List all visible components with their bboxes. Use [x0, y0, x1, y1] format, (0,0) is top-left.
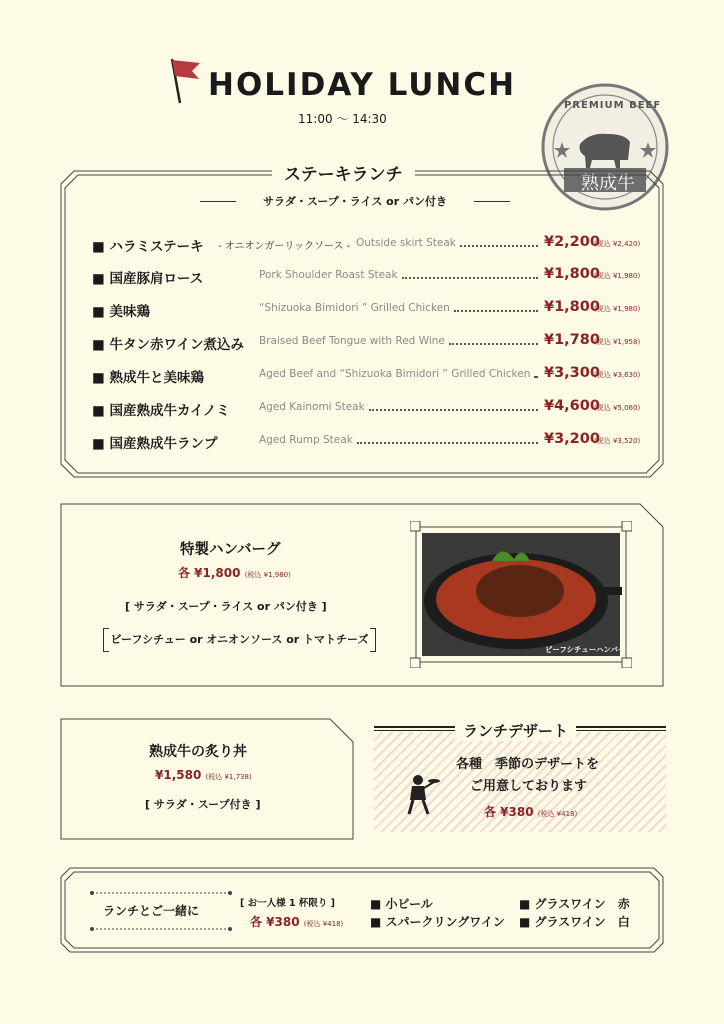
steak-item-english: Outside skirt Steak: [356, 237, 456, 249]
steak-item-tax: (税込 ¥1,958): [594, 338, 641, 346]
dessert-price-value: 各 ¥380: [484, 805, 534, 819]
steak-menu-row: [92, 366, 652, 386]
leader-dots: [449, 343, 538, 345]
steak-item-price: ¥3,200: [544, 431, 600, 447]
hamburg-title: 特製ハンバーグ: [180, 542, 281, 558]
steak-item-note: - オニオンガーリックソース -: [218, 241, 351, 252]
hamburg-photo-caption: ビーフシチューハンバーグ: [545, 645, 633, 654]
waiter-icon: [404, 772, 440, 816]
steak-item-price: ¥1,780: [544, 332, 600, 348]
leader-dots: [460, 245, 538, 247]
hamburg-price: [178, 564, 291, 581]
drink-label: ランチとご一緒に: [103, 904, 200, 918]
drink-price-value: 各 ¥380: [250, 915, 300, 929]
steak-item-english: Pork Shoulder Roast Steak: [259, 269, 398, 281]
steak-item-english: Aged Rump Steak: [259, 434, 353, 446]
steak-item-name: ■ ハラミステーキ: [92, 239, 204, 255]
steak-item-name: ■ 牛タン赤ワイン煮込み: [92, 337, 245, 353]
steak-menu-row: [92, 235, 652, 255]
steak-subtitle-text: サラダ・スープ・ライス or パン付き: [263, 195, 447, 208]
steak-menu-row: [92, 399, 652, 419]
hamburg-price-value: 各 ¥1,800: [178, 566, 241, 580]
steak-item-english: “Shizuoka Bimidori ” Grilled Chicken: [259, 302, 450, 314]
hamburg-tax: (税込 ¥1,980): [244, 571, 291, 579]
leader-dots: [534, 376, 538, 378]
steak-menu-row: [92, 432, 652, 452]
drink-price: [250, 913, 343, 930]
page-title: HOLIDAY LUNCH: [208, 67, 517, 103]
aburi-title: 熟成牛の炙り丼: [149, 744, 247, 760]
dessert-line2: ご用意しております: [470, 779, 588, 794]
steak-menu-row: [92, 333, 652, 353]
hamburg-sauce-options: [103, 628, 376, 652]
lunch-hours: 11:00 〜 14:30: [298, 112, 387, 126]
steak-item-english: Aged Kainomi Steak: [259, 401, 365, 413]
flag-icon: [166, 55, 204, 107]
steak-item-name: ■ 美味鶏: [92, 304, 150, 320]
steak-menu-row: [92, 300, 652, 320]
drink-item: ■ 小ビール: [370, 897, 433, 911]
steak-item-tax: (税込 ¥3,520): [594, 437, 641, 445]
steak-item-price: ¥2,200: [544, 234, 600, 250]
aburi-tax: (税込 ¥1,738): [205, 773, 252, 781]
aburi-price-value: ¥1,580: [155, 768, 202, 782]
leader-dots: [454, 310, 538, 312]
steak-item-price: ¥1,800: [544, 266, 600, 282]
stamp-bottom-text: 熟成牛: [581, 173, 635, 194]
stamp-top-text: PREMIUM BEEF: [564, 100, 662, 111]
steak-section-title: ステーキランチ: [272, 160, 415, 185]
dessert-title: ランチデザート: [455, 720, 576, 741]
steak-item-tax: (税込 ¥1,980): [594, 305, 641, 313]
leader-dots: [357, 442, 538, 444]
aburi-price: [155, 768, 252, 782]
leader-dots: [402, 277, 538, 279]
steak-item-english: Aged Beef and “Shizuoka Bimidori ” Grilled Chicken: [259, 368, 531, 380]
drink-item: ■ グラスワイン 白: [519, 915, 630, 929]
hamburg-sides: [ サラダ・スープ・ライス or パン付き ]: [125, 600, 327, 613]
steak-menu-row: [92, 267, 652, 287]
drink-item: ■ グラスワイン 赤: [519, 897, 630, 911]
steak-item-name: ■ 熟成牛と美味鶏: [92, 370, 204, 386]
steak-item-name: ■ 国産熟成牛カイノミ: [92, 403, 230, 419]
dessert-line1: 各種 季節のデザートを: [456, 757, 600, 772]
steak-item-tax: (税込 ¥3,630): [594, 371, 641, 379]
steak-item-price: ¥3,300: [544, 365, 600, 381]
steak-item-name: ■ 国産熟成牛ランプ: [92, 436, 218, 452]
steak-item-tax: (税込 ¥1,980): [594, 272, 641, 280]
dessert-tax: (税込 ¥418): [537, 810, 578, 818]
steak-subtitle: [200, 193, 510, 209]
steak-item-price: ¥1,800: [544, 299, 600, 315]
drink-item: ■ スパークリングワイン: [370, 915, 505, 929]
drink-tax: (税込 ¥418): [303, 920, 344, 928]
aburi-sides: [ サラダ・スープ付き ]: [145, 798, 261, 811]
dessert-price: [484, 803, 577, 820]
hamburg-sauce-text: ビーフシチュー or オニオンソース or トマトチーズ: [110, 633, 369, 646]
steak-item-tax: (税込 ¥2,420): [594, 240, 641, 248]
leader-dots: [369, 409, 538, 411]
steak-item-english: Braised Beef Tongue with Red Wine: [259, 335, 445, 347]
steak-item-name: ■ 国産豚肩ロース: [92, 271, 204, 287]
drink-limit: [ お一人様 1 杯限り ]: [240, 898, 336, 909]
steak-item-price: ¥4,600: [544, 398, 600, 414]
steak-item-tax: (税込 ¥5,060): [594, 404, 641, 412]
